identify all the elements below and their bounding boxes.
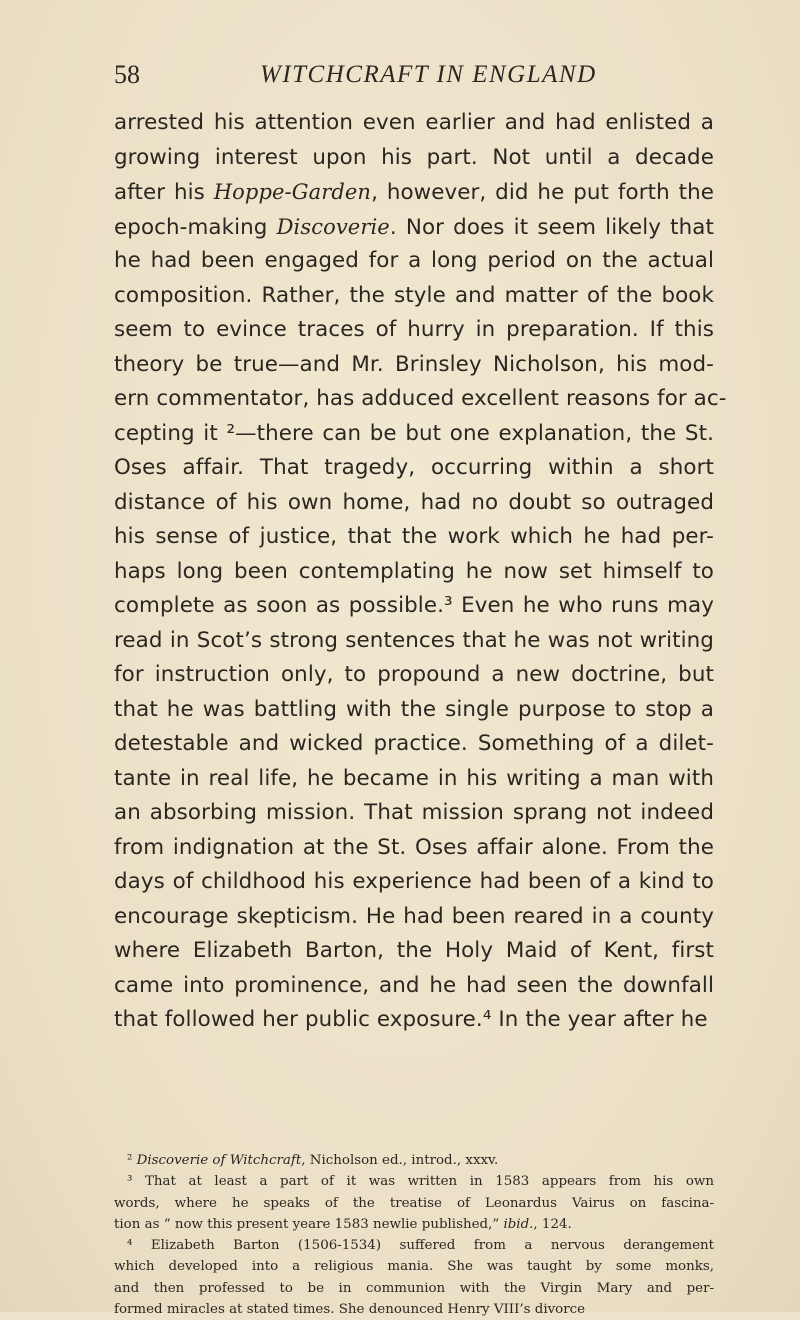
body-line: where Elizabeth Barton, the Holy Maid of Kent, first: [114, 938, 714, 963]
footnote-line: ⁴ Elizabeth Barton (1506-1534) suffered from a nervous derangement: [127, 1238, 714, 1254]
body-line: detestable and wicked practice. Something of a dilet-: [114, 731, 714, 756]
body-line: read in Scot’s strong sentences that he was not writing: [114, 627, 714, 653]
body-line: composition. Rather, the style and matter of the book: [114, 282, 714, 308]
body-line: cepting it ²—there can be but one explanation, the St.: [114, 420, 714, 446]
body-line: that followed her public exposure.⁴ In the year after he: [114, 1007, 708, 1032]
body-line: came into prominence, and he had seen the downfall: [114, 972, 714, 998]
body-line: complete as soon as possible.³ Even he who runs may: [114, 593, 714, 618]
body-line: theory be true—and Mr. Brinsley Nicholson, his mod-: [114, 351, 714, 377]
body-text: [114, 106, 727, 1038]
footnotes: [114, 1150, 714, 1320]
page-number: 58: [114, 60, 140, 89]
footnote-line: which developed into a religious mania. She was taught by some monks,: [114, 1259, 714, 1275]
running-title: WITCHCRAFT IN ENGLAND: [260, 61, 597, 88]
footnote-line: formed miracles at stated times. She denounced Henry VIII’s divorce: [114, 1302, 586, 1318]
footnote-line: ³ That at least a part of it was written in 1583 appears from his own: [127, 1174, 714, 1190]
body-line: days of childhood his experience had been of a kind to: [114, 869, 714, 894]
footnote-line: tion as “ now this present yeare 1583 newlie published,” ibid., 124.: [114, 1216, 572, 1232]
footnote-line: ² Discoverie of Witchcraft, Nicholson ed., introd., xxxv.: [127, 1153, 499, 1168]
body-line: arrested his attention even earlier and had enlisted a: [114, 110, 714, 135]
body-line: that he was battling with the single purpose to stop a: [114, 696, 714, 722]
body-line: his sense of justice, that the work which he had per-: [114, 524, 714, 549]
footnote-line: words, where he speaks of the treatise of Leonardus Vairus on fascina-: [114, 1195, 714, 1211]
body-line: haps long been contemplating he now set himself to: [114, 558, 714, 584]
body-line: after his Hoppe-Garden, however, did he put forth the: [114, 180, 714, 205]
body-line: for instruction only, to propound a new doctrine, but: [114, 662, 714, 687]
running-head: [114, 58, 714, 92]
body-line: tante in real life, he became in his writing a man with: [114, 765, 714, 791]
body-line: distance of his own home, had no doubt so outraged: [114, 489, 714, 515]
body-line: ern commentator, has adduced excellent reasons for ac-: [114, 386, 727, 411]
body-line: seem to evince traces of hurry in preparation. If this: [114, 317, 714, 342]
body-line: from indignation at the St. Oses affair alone. From the: [114, 834, 714, 860]
body-line: Oses affair. That tragedy, occurring within a short: [114, 455, 714, 480]
body-line: an absorbing mission. That mission sprang not indeed: [114, 800, 714, 825]
footnote-line: and then professed to be in communion with the Virgin Mary and per-: [114, 1280, 714, 1296]
body-line: he had been engaged for a long period on the actual: [114, 248, 714, 273]
body-line: epoch-making Discoverie. Nor does it seem likely that: [114, 214, 715, 240]
body-line: growing interest upon his part. Not until a decade: [114, 144, 714, 170]
body-line: encourage skepticism. He had been reared in a county: [114, 903, 714, 929]
